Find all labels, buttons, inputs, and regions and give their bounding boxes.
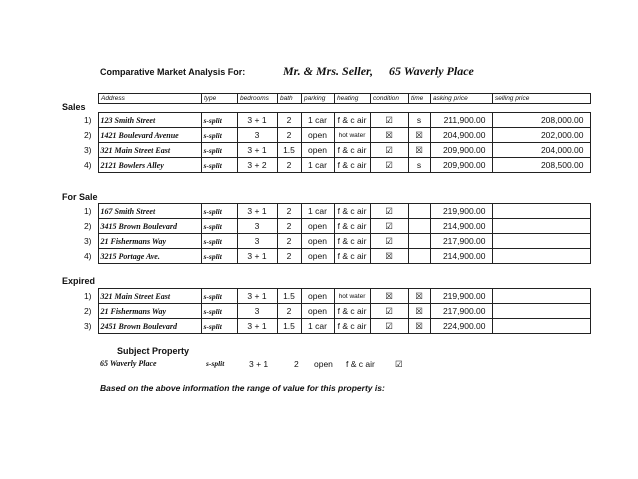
heating-cell: hot water [334, 128, 370, 143]
type-cell: s-split [201, 249, 237, 264]
heating-cell: f & c air [334, 113, 370, 128]
row-number: 2) [83, 306, 92, 316]
report-title: Comparative Market Analysis For: [100, 67, 246, 77]
table-row [62, 219, 590, 234]
bath-cell: 2 [277, 158, 301, 173]
type-cell: s-split [201, 304, 237, 319]
subject-bath: 2 [294, 359, 299, 369]
table-row [62, 204, 590, 219]
bath-cell: 2 [277, 204, 301, 219]
address-cell: 3415 Brown Boulevard [98, 219, 201, 234]
bedrooms-cell: 3 [237, 234, 277, 249]
type-cell: s-split [201, 158, 237, 173]
table-row [62, 249, 590, 264]
row-number: 2) [83, 221, 92, 231]
selling-price-cell [492, 304, 590, 319]
condition-cell: ☑ [370, 319, 408, 334]
address-cell: 1421 Boulevard Avenue [98, 128, 201, 143]
bath-cell: 2 [277, 219, 301, 234]
bath-cell: 2 [277, 234, 301, 249]
table-row [62, 143, 590, 158]
asking-price-cell: 214,900.00 [430, 249, 492, 264]
col-condition: condition [371, 94, 409, 104]
heating-cell: f & c air [334, 249, 370, 264]
heating-cell: f & c air [334, 204, 370, 219]
parking-cell: open [301, 128, 334, 143]
asking-price-cell: 214,900.00 [430, 219, 492, 234]
type-cell: s-split [201, 289, 237, 304]
bath-cell: 2 [277, 128, 301, 143]
col-selling-price: selling price [493, 94, 591, 104]
address-cell: 21 Fishermans Way [98, 304, 201, 319]
asking-price-cell: 204,900.00 [430, 128, 492, 143]
row-number: 4) [83, 251, 92, 261]
condition-cell: ☒ [370, 249, 408, 264]
bath-cell: 1.5 [277, 289, 301, 304]
sales-table [62, 112, 591, 173]
bedrooms-cell: 3 [237, 304, 277, 319]
row-number: 3) [83, 145, 92, 155]
col-address: Address [99, 94, 202, 104]
subject-property-label: Subject Property [117, 346, 190, 356]
address-cell: 167 Smith Street [98, 204, 201, 219]
bedrooms-cell: 3 + 1 [237, 113, 277, 128]
section-label-for-sale: For Sale [62, 192, 98, 202]
bedrooms-cell: 3 + 2 [237, 158, 277, 173]
time-cell: ☒ [408, 128, 430, 143]
asking-price-cell: 219,900.00 [430, 289, 492, 304]
bath-cell: 2 [277, 304, 301, 319]
row-number: 1) [83, 206, 92, 216]
for-sale-table [62, 203, 591, 264]
selling-price-cell [492, 289, 590, 304]
expired-table [62, 288, 591, 334]
selling-price-cell [492, 234, 590, 249]
parking-cell: open [301, 249, 334, 264]
time-cell: ☒ [408, 289, 430, 304]
row-number: 1) [83, 115, 92, 125]
time-cell [408, 234, 430, 249]
type-cell: s-split [201, 219, 237, 234]
condition-cell: ☑ [370, 158, 408, 173]
selling-price-cell [492, 204, 590, 219]
row-number: 3) [83, 236, 92, 246]
type-cell: s-split [201, 113, 237, 128]
row-number: 2) [83, 130, 92, 140]
bedrooms-cell: 3 + 1 [237, 204, 277, 219]
table-row [62, 113, 590, 128]
subject-type: s-split [206, 359, 225, 368]
col-bedrooms: bedrooms [238, 94, 278, 104]
col-heating: heating [335, 94, 371, 104]
heating-cell: f & c air [334, 143, 370, 158]
address-cell: 123 Smith Street [98, 113, 201, 128]
time-cell: ☒ [408, 143, 430, 158]
column-header-row [98, 93, 591, 104]
col-asking-price: asking price [431, 94, 493, 104]
asking-price-cell: 224,900.00 [430, 319, 492, 334]
time-cell [408, 219, 430, 234]
address-cell: 2451 Brown Boulevard [98, 319, 201, 334]
condition-cell: ☒ [370, 128, 408, 143]
asking-price-cell: 209,900.00 [430, 143, 492, 158]
heating-cell: f & c air [334, 234, 370, 249]
bedrooms-cell: 3 + 1 [237, 143, 277, 158]
condition-cell: ☑ [370, 234, 408, 249]
type-cell: s-split [201, 204, 237, 219]
address-cell: 321 Main Street East [98, 143, 201, 158]
time-cell: ☒ [408, 304, 430, 319]
subject-bedrooms: 3 + 1 [249, 359, 269, 369]
selling-price-cell: 204,000.00 [492, 143, 590, 158]
time-cell [408, 249, 430, 264]
bath-cell: 1.5 [277, 143, 301, 158]
col-time: time [409, 94, 431, 104]
time-cell: ☒ [408, 319, 430, 334]
subject-condition-checkbox: ☑ [395, 359, 403, 369]
asking-price-cell: 217,900.00 [430, 234, 492, 249]
table-row [62, 128, 590, 143]
row-number: 3) [83, 321, 92, 331]
row-number: 4) [83, 160, 92, 170]
bedrooms-cell: 3 [237, 128, 277, 143]
subject-parking: open [314, 359, 333, 369]
section-label-sales: Sales [62, 102, 86, 112]
subject-address: 65 Waverly Place [100, 359, 157, 368]
bath-cell: 2 [277, 113, 301, 128]
heating-cell: f & c air [334, 219, 370, 234]
subject-heating: f & c air [346, 359, 375, 369]
address-cell: 3215 Portage Ave. [98, 249, 201, 264]
section-label-expired: Expired [62, 276, 96, 286]
client-name: Mr. & Mrs. Seller, [283, 64, 374, 78]
type-cell: s-split [201, 128, 237, 143]
asking-price-cell: 217,900.00 [430, 304, 492, 319]
heating-cell: hot water [334, 289, 370, 304]
table-row [62, 304, 590, 319]
condition-cell: ☑ [370, 304, 408, 319]
heating-cell: f & c air [334, 158, 370, 173]
table-row [62, 289, 590, 304]
bedrooms-cell: 3 + 1 [237, 249, 277, 264]
time-cell [408, 204, 430, 219]
condition-cell: ☑ [370, 113, 408, 128]
bath-cell: 2 [277, 249, 301, 264]
heating-cell: f & c air [334, 319, 370, 334]
parking-cell: open [301, 143, 334, 158]
condition-cell: ☒ [370, 289, 408, 304]
row-number: 1) [83, 291, 92, 301]
heating-cell: f & c air [334, 304, 370, 319]
parking-cell: open [301, 219, 334, 234]
selling-price-cell: 208,000.00 [492, 113, 590, 128]
time-cell: s [408, 158, 430, 173]
parking-cell: open [301, 234, 334, 249]
col-bath: bath [278, 94, 302, 104]
property-address-title: 65 Waverly Place [389, 64, 474, 78]
selling-price-cell [492, 219, 590, 234]
type-cell: s-split [201, 234, 237, 249]
selling-price-cell [492, 319, 590, 334]
parking-cell: open [301, 289, 334, 304]
table-row [62, 158, 590, 173]
type-cell: s-split [201, 143, 237, 158]
condition-cell: ☑ [370, 219, 408, 234]
asking-price-cell: 209,900.00 [430, 158, 492, 173]
condition-cell: ☑ [370, 143, 408, 158]
address-cell: 21 Fishermans Way [98, 234, 201, 249]
address-cell: 2121 Bowlers Alley [98, 158, 201, 173]
bath-cell: 1.5 [277, 319, 301, 334]
condition-cell: ☑ [370, 204, 408, 219]
bedrooms-cell: 3 [237, 219, 277, 234]
asking-price-cell: 219,900.00 [430, 204, 492, 219]
selling-price-cell: 208,500.00 [492, 158, 590, 173]
selling-price-cell: 202,000.00 [492, 128, 590, 143]
parking-cell: 1 car [301, 113, 334, 128]
parking-cell: open [301, 304, 334, 319]
parking-cell: 1 car [301, 158, 334, 173]
conclusion-statement: Based on the above information the range of value for this property is: [100, 383, 385, 393]
table-row [62, 234, 590, 249]
parking-cell: 1 car [301, 319, 334, 334]
bedrooms-cell: 3 + 1 [237, 289, 277, 304]
type-cell: s-split [201, 319, 237, 334]
col-parking: parking [302, 94, 335, 104]
time-cell: s [408, 113, 430, 128]
table-row [62, 319, 590, 334]
bedrooms-cell: 3 + 1 [237, 319, 277, 334]
asking-price-cell: 211,900.00 [430, 113, 492, 128]
col-type: type [202, 94, 238, 104]
address-cell: 321 Main Street East [98, 289, 201, 304]
selling-price-cell [492, 249, 590, 264]
parking-cell: 1 car [301, 204, 334, 219]
